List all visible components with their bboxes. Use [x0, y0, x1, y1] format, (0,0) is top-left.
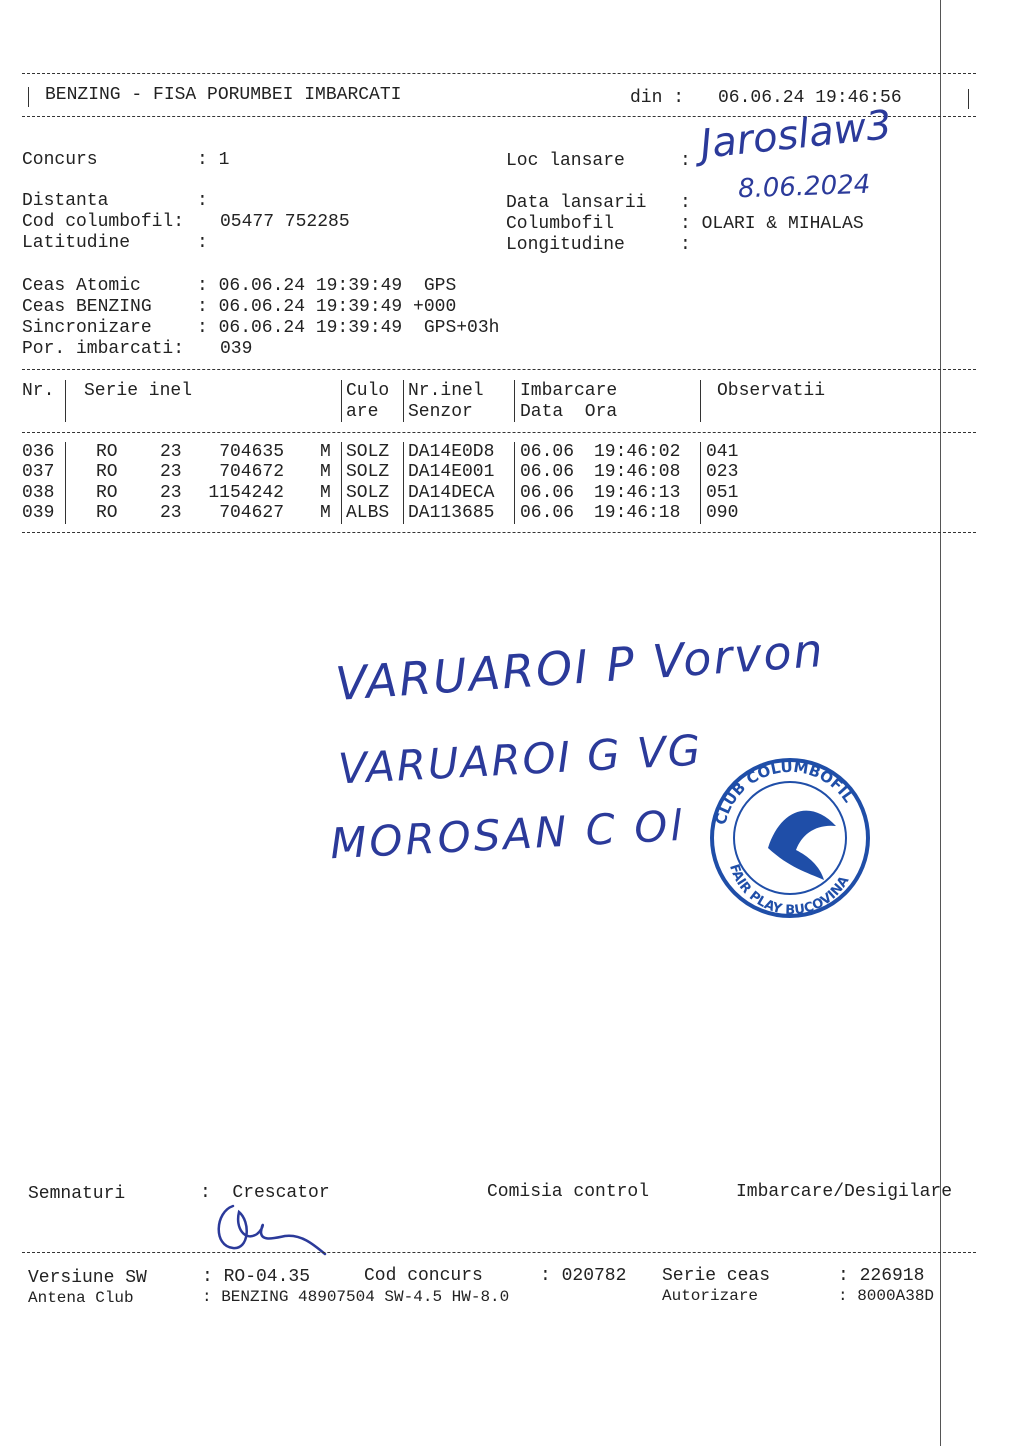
cell-sensor: DA113685	[408, 503, 495, 523]
distanta-label: Distanta	[22, 191, 109, 211]
cell-nr: 038	[22, 483, 55, 503]
cell-nr: 037	[22, 462, 55, 482]
longitudine-value: :	[680, 235, 691, 255]
cell-country: RO	[96, 462, 118, 482]
cell-observatii: 090	[706, 503, 739, 523]
doc-title: BENZING - FISA PORUMBEI IMBARCATI	[45, 85, 402, 105]
columbofil-label: Columbofil	[506, 214, 615, 234]
data-lansarii-label: Data lansarii	[506, 193, 647, 213]
cell-color: SOLZ	[346, 442, 390, 462]
cell-observatii: 051	[706, 483, 739, 503]
handwritten-note-1: VARUAROI P Vorvon	[333, 622, 827, 712]
handwritten-note-2: VARUAROI G VG	[336, 725, 704, 794]
cell-year: 23	[160, 483, 182, 503]
table-header-divider	[22, 432, 976, 433]
col-header-imbarcare-1: Imbarcare	[520, 381, 618, 401]
cell-observatii: 041	[706, 442, 739, 462]
por-imbarcati-value: 039	[220, 339, 253, 359]
cell-observatii: 023	[706, 462, 739, 482]
col-divider	[65, 380, 66, 422]
cell-sex: M	[320, 442, 331, 462]
table-row	[0, 442, 960, 463]
versiune-sw-label: Versiune SW	[28, 1268, 147, 1288]
col-divider	[700, 380, 701, 422]
col-header-observatii: Observatii	[717, 381, 826, 401]
cell-ring: 704627	[219, 503, 284, 523]
cell-date: 06.06	[520, 503, 575, 523]
imbarcare-desigilare-label: Imbarcare/Desigilare	[736, 1182, 953, 1202]
col-header-nrinel-1: Nr.inel	[408, 381, 484, 401]
cell-nr: 036	[22, 442, 55, 462]
table-bottom-divider	[22, 532, 976, 533]
col-divider	[514, 442, 515, 524]
col-header-culoare-2: are	[346, 402, 379, 422]
antena-club-value: : BENZING 48907504 SW-4.5 HW-8.0	[202, 1288, 510, 1306]
col-divider	[341, 442, 342, 524]
header-top-divider	[22, 73, 976, 74]
col-header-nr: Nr.	[22, 381, 55, 401]
table-row	[0, 462, 960, 483]
cell-color: SOLZ	[346, 462, 390, 482]
col-header-serie: Serie inel	[84, 381, 193, 401]
cell-sex: M	[320, 462, 331, 482]
cell-color: SOLZ	[346, 483, 390, 503]
cell-year: 23	[160, 462, 182, 482]
cell-ring: 704635	[219, 442, 284, 462]
cell-country: RO	[96, 503, 118, 523]
loc-lansare-value: :	[680, 151, 691, 171]
cell-country: RO	[96, 483, 118, 503]
versiune-sw-value: : RO-04.35	[202, 1267, 311, 1287]
table-row	[0, 483, 960, 504]
longitudine-label: Longitudine	[506, 235, 625, 255]
header-left-bar	[28, 87, 29, 107]
serie-ceas-label: Serie ceas	[662, 1266, 771, 1286]
comisia-control-label: Comisia control	[487, 1182, 650, 1202]
por-imbarcati-label: Por. imbarcati:	[22, 339, 185, 359]
page-edge-line	[940, 0, 941, 1446]
cell-sex: M	[320, 483, 331, 503]
din-value: 06.06.24 19:46:56	[718, 88, 902, 108]
cell-time: 19:46:13	[594, 483, 681, 503]
table-row	[0, 503, 960, 524]
col-header-culoare-1: Culo	[346, 381, 390, 401]
handwritten-release-place: Jaroslaw3	[698, 102, 894, 168]
latitudine-label: Latitudine	[22, 233, 131, 253]
col-divider	[403, 380, 404, 422]
loc-lansare-label: Loc lansare	[506, 151, 625, 171]
ceas-benzing-label: Ceas BENZING	[22, 297, 152, 317]
col-divider	[700, 442, 701, 524]
cell-sex: M	[320, 503, 331, 523]
cell-sensor: DA14E001	[408, 462, 495, 482]
stamp-text-bottom: FAIR PLAY BUCOVINA	[726, 862, 853, 919]
autorizare-value: : 8000A38D	[838, 1287, 935, 1305]
cell-country: RO	[96, 442, 118, 462]
cod-concurs-value: : 020782	[540, 1266, 627, 1286]
header-right-bar	[968, 89, 969, 109]
sincronizare-value: : 06.06.24 19:39:49 GPS+03h	[197, 318, 500, 338]
crescator-label: : Crescator	[200, 1183, 330, 1203]
cell-time: 19:46:02	[594, 442, 681, 462]
col-header-imbarcare-2: Data Ora	[520, 402, 618, 422]
col-divider	[403, 442, 404, 524]
dove-icon	[768, 811, 836, 880]
cell-sensor: DA14DECA	[408, 483, 495, 503]
stamp-text-top: CLUB COLUMBOFIL	[711, 757, 858, 827]
col-divider	[65, 442, 66, 524]
cell-date: 06.06	[520, 483, 575, 503]
cell-color: ALBS	[346, 503, 390, 523]
cell-date: 06.06	[520, 462, 575, 482]
cell-nr: 039	[22, 503, 55, 523]
cod-columbofil-value: 05477 752285	[220, 212, 350, 232]
ceas-atomic-label: Ceas Atomic	[22, 276, 141, 296]
cell-ring: 1154242	[208, 483, 284, 503]
club-stamp	[698, 738, 880, 930]
cod-concurs-label: Cod concurs	[364, 1266, 483, 1286]
latitudine-value: :	[197, 233, 208, 253]
footer-divider	[22, 1252, 976, 1253]
cell-year: 23	[160, 503, 182, 523]
cell-year: 23	[160, 442, 182, 462]
cell-time: 19:46:08	[594, 462, 681, 482]
autorizare-label: Autorizare	[662, 1287, 759, 1305]
handwritten-note-3: MOROSAN C Ol	[328, 800, 687, 869]
columbofil-value: : OLARI & MIHALAS	[680, 214, 864, 234]
col-divider	[514, 380, 515, 422]
sincronizare-label: Sincronizare	[22, 318, 152, 338]
concurs-value: : 1	[197, 150, 230, 170]
table-top-divider	[22, 369, 976, 370]
col-header-nrinel-2: Senzor	[408, 402, 473, 422]
handwritten-release-date: 8.06.2024	[737, 169, 871, 205]
antena-club-label: Antena Club	[28, 1289, 134, 1307]
cell-ring: 704672	[219, 462, 284, 482]
data-lansarii-value: :	[680, 193, 691, 213]
cod-columbofil-label: Cod columbofil:	[22, 212, 185, 232]
ceas-atomic-value: : 06.06.24 19:39:49 GPS	[197, 276, 457, 296]
serie-ceas-value: : 226918	[838, 1266, 925, 1286]
din-label: din :	[630, 88, 685, 108]
cell-sensor: DA14E0D8	[408, 442, 495, 462]
concurs-label: Concurs	[22, 150, 98, 170]
cell-time: 19:46:18	[594, 503, 681, 523]
col-divider	[341, 380, 342, 422]
distanta-value: :	[197, 191, 208, 211]
semnaturi-label: Semnaturi	[28, 1184, 126, 1204]
crescator-signature	[205, 1198, 330, 1260]
cell-date: 06.06	[520, 442, 575, 462]
ceas-benzing-value: : 06.06.24 19:39:49 +000	[197, 297, 457, 317]
